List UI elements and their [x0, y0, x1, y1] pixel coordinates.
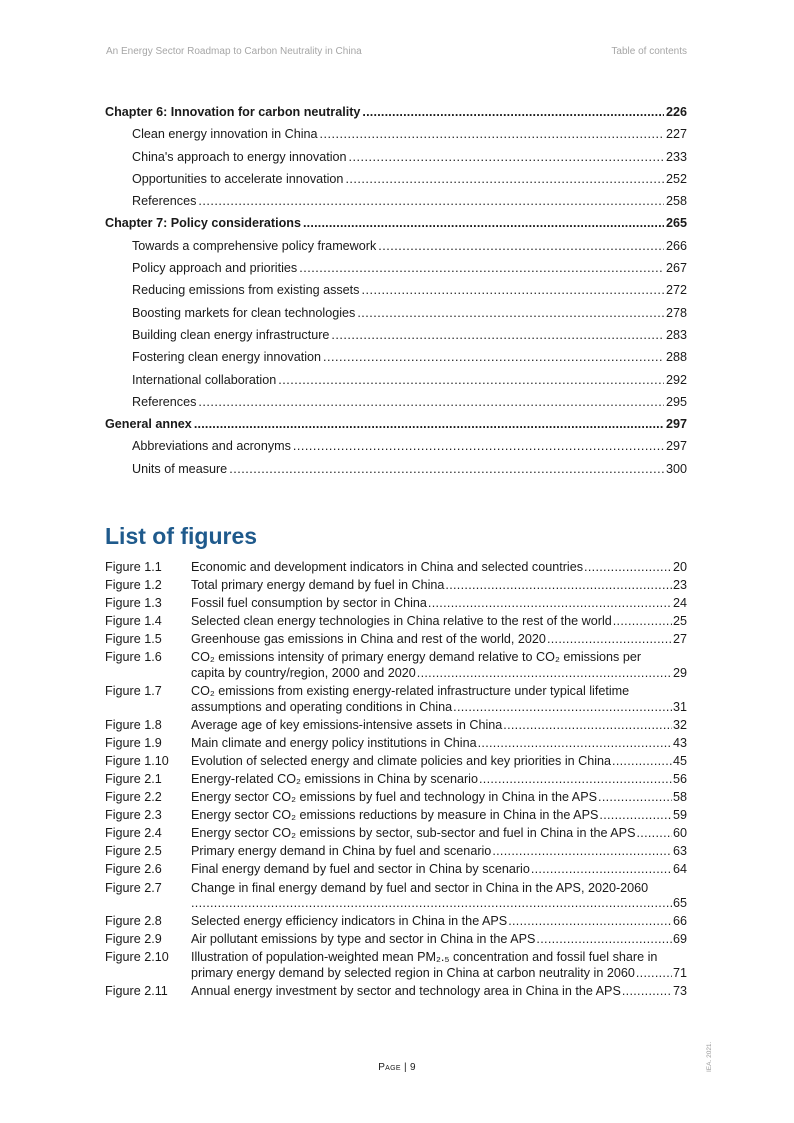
figure-entry[interactable]	[105, 772, 687, 788]
toc-entry-page: 227	[665, 127, 687, 142]
toc-entry-title: Boosting markets for clean technologies	[132, 305, 356, 320]
toc-entry-page: 278	[665, 305, 687, 320]
figure-caption	[191, 808, 687, 824]
figure-caption-text: Greenhouse gas emissions in China and rest of the world, 2020	[191, 632, 546, 647]
figure-caption-text: Energy-related CO₂ emissions in China by scenario	[191, 771, 478, 786]
figure-label: Figure 2.5	[105, 844, 162, 859]
toc-entry-title: Abbreviations and acronyms	[132, 439, 291, 454]
toc-entry-page: 226	[665, 105, 687, 119]
toc-entry-page: 267	[665, 261, 687, 276]
figure-page: 23	[672, 578, 687, 593]
dot-leader	[198, 395, 664, 409]
toc-entry-page: 297	[665, 417, 687, 432]
dot-leader	[453, 700, 672, 716]
figure-page: 56	[672, 771, 687, 786]
running-header	[106, 46, 687, 57]
toc-entry-title: Policy approach and priorities	[132, 261, 298, 276]
toc-entry-title: Fostering clean energy innovation	[132, 350, 322, 365]
figure-caption	[191, 736, 687, 752]
figure-caption-line: CO₂ emissions from existing energy-related infrastructure under typical lifetime	[191, 684, 630, 699]
figure-entry[interactable]	[105, 684, 687, 715]
figure-page: 66	[672, 914, 687, 929]
toc-entry-title: Chapter 6: Innovation for carbon neutrality	[105, 105, 361, 119]
toc-entry-title: Units of measure	[132, 461, 228, 476]
toc-entry-title: Reducing emissions from existing assets	[132, 283, 360, 298]
dot-leader	[303, 216, 664, 230]
figure-entry[interactable]	[105, 790, 687, 806]
figure-label: Figure 1.1	[105, 560, 162, 574]
figure-caption-text: Energy sector CO₂ emissions by sector, sub-sector and fuel in China in the APS	[191, 826, 636, 841]
figure-caption-text: Total primary energy demand by fuel in China	[191, 578, 445, 593]
figure-page: 27	[672, 632, 687, 647]
figure-caption	[191, 684, 687, 715]
figure-caption-text: Energy sector CO₂ emissions reductions by measure in China in the APS	[191, 808, 599, 823]
toc-entry-title: China's approach to energy innovation	[132, 149, 347, 164]
figure-page: 20	[672, 560, 687, 574]
figure-entry[interactable]	[105, 754, 687, 770]
figure-entry[interactable]	[105, 578, 687, 594]
figure-page: 24	[672, 596, 687, 611]
figure-caption	[191, 826, 687, 842]
figure-entry[interactable]	[105, 718, 687, 734]
figure-caption-text: Selected clean energy technologies in China relative to the rest of the world	[191, 614, 612, 629]
toc-entry-title: References	[132, 194, 197, 209]
toc-entry-page: 295	[665, 394, 687, 409]
dot-leader	[331, 328, 664, 342]
figure-entry[interactable]	[105, 984, 687, 1000]
figure-caption-text: Annual energy investment by sector and technology area in China in the APS	[191, 983, 621, 998]
toc-section-entry[interactable]	[105, 150, 687, 172]
figure-caption-line: primary energy demand by selected region in China at carbon neutrality in 2060	[191, 965, 635, 980]
toc-entry-title: Building clean energy infrastructure	[132, 327, 330, 342]
dot-leader	[622, 984, 672, 1000]
figure-caption-line: assumptions and operating conditions in China	[191, 699, 453, 714]
toc-section-entry[interactable]	[105, 306, 687, 328]
toc-entry-page: 283	[665, 327, 687, 342]
figure-label: Figure 2.8	[105, 914, 162, 929]
toc-section-entry[interactable]	[105, 261, 687, 283]
toc-entry-title: Towards a comprehensive policy framework	[132, 238, 377, 253]
figure-label: Figure 1.5	[105, 632, 162, 647]
figure-caption	[191, 614, 687, 630]
figure-caption	[191, 844, 687, 860]
figure-entry[interactable]	[105, 950, 687, 981]
figure-label: Figure 2.1	[105, 771, 162, 786]
dot-leader	[478, 736, 672, 752]
figure-page: 73	[672, 983, 687, 998]
dot-leader	[598, 790, 672, 806]
figure-entry[interactable]	[105, 632, 687, 648]
figure-caption	[191, 932, 687, 948]
figure-page: 29	[672, 665, 687, 680]
figure-page: 69	[672, 932, 687, 947]
figure-caption	[191, 596, 687, 612]
figure-label: Figure 1.9	[105, 735, 162, 750]
figure-caption-text: Energy sector CO₂ emissions by fuel and technology in China in the APS	[191, 790, 598, 805]
dot-leader	[194, 417, 664, 431]
toc-entry-page: 300	[665, 461, 687, 476]
dot-leader	[531, 862, 672, 878]
figure-caption-line: CO₂ emissions intensity of primary energy demand relative to CO₂ emissions per	[191, 650, 642, 665]
figure-label: Figure 2.4	[105, 826, 162, 841]
figure-caption-text: Main climate and energy policy institutions in China	[191, 735, 477, 750]
figure-label: Figure 2.7	[105, 880, 162, 895]
dot-leader	[636, 826, 672, 842]
figure-page: 71	[672, 965, 687, 980]
toc-entry-page: 292	[665, 372, 687, 387]
figure-label: Figure 2.2	[105, 790, 162, 805]
figure-caption-text: Evolution of selected energy and climate policies and key priorities in China	[191, 753, 612, 768]
figure-entry[interactable]	[105, 808, 687, 824]
figure-label: Figure 2.10	[105, 950, 169, 965]
toc-section-entry[interactable]	[105, 172, 687, 194]
dot-leader	[636, 966, 672, 982]
dot-leader	[362, 105, 664, 119]
figure-page: 64	[672, 862, 687, 877]
dot-leader	[229, 462, 664, 476]
page-footer	[0, 1062, 794, 1073]
figure-caption-text: Selected energy efficiency indicators in China in the APS	[191, 914, 508, 929]
figure-label: Figure 1.8	[105, 717, 162, 732]
footer-page-label: Page	[378, 1062, 401, 1073]
dot-leader	[417, 666, 672, 682]
dot-leader	[357, 306, 664, 320]
toc-section-entry[interactable]	[105, 127, 687, 149]
figure-label: Figure 1.10	[105, 753, 169, 768]
dot-leader	[503, 718, 672, 734]
toc-chapter-entry[interactable]	[105, 216, 687, 238]
figure-caption	[191, 862, 687, 878]
figure-caption-text: Air pollutant emissions by type and sector in China in the APS	[191, 932, 536, 947]
dot-leader	[428, 596, 672, 612]
figure-entry[interactable]	[105, 596, 687, 612]
figure-label: Figure 1.2	[105, 578, 162, 593]
figure-entry[interactable]	[105, 862, 687, 878]
figure-entry[interactable]	[105, 914, 687, 930]
toc-entry-page: 272	[665, 283, 687, 298]
figure-caption	[191, 950, 687, 981]
figure-caption	[191, 754, 687, 770]
dot-leader	[547, 632, 672, 648]
figure-label: Figure 1.4	[105, 614, 162, 629]
list-of-figures-title: List of figures	[105, 523, 258, 549]
figure-page: 32	[672, 717, 687, 732]
figure-caption-text: Primary energy demand in China by fuel and scenario	[191, 844, 492, 859]
figure-page: 45	[672, 753, 687, 768]
figure-caption-text: Economic and development indicators in China and selected countries	[191, 560, 584, 574]
dot-leader	[613, 614, 672, 630]
figure-entry[interactable]	[105, 650, 687, 681]
toc-entry-page: 258	[665, 194, 687, 209]
figure-caption-line: Illustration of population-weighted mean PM₂.₅ concentration and fossil fuel share in	[191, 950, 658, 965]
figure-caption	[191, 650, 687, 681]
toc-entry-title: References	[132, 394, 197, 409]
figure-caption	[191, 881, 687, 912]
toc-entry-title: International collaboration	[132, 372, 277, 387]
toc-entry-page: 297	[665, 439, 687, 454]
figure-entry[interactable]	[105, 560, 687, 576]
figure-entry[interactable]	[105, 881, 687, 912]
dot-leader	[278, 373, 664, 387]
toc-entry-page: 288	[665, 350, 687, 365]
dot-leader	[378, 239, 664, 253]
toc-section-entry[interactable]	[105, 462, 687, 484]
toc-section-entry[interactable]	[105, 350, 687, 372]
figure-page: 65	[672, 896, 687, 910]
figure-label: Figure 2.3	[105, 808, 162, 823]
figure-label: Figure 1.7	[105, 684, 162, 699]
toc-entry-page: 233	[665, 149, 687, 164]
toc-entry-title: Chapter 7: Policy considerations	[105, 216, 301, 231]
figure-caption-line: capita by country/region, 2000 and 2020	[191, 665, 416, 680]
figure-page: 63	[672, 844, 687, 859]
dot-leader	[479, 772, 672, 788]
dot-leader	[612, 754, 672, 770]
dot-leader	[191, 896, 672, 912]
footer-page-number: 9	[409, 1062, 416, 1073]
figure-label: Figure 2.9	[105, 932, 162, 947]
figure-page: 43	[672, 735, 687, 750]
figure-label: Figure 2.6	[105, 862, 162, 877]
toc-section-entry[interactable]	[105, 194, 687, 216]
figure-caption-text: Fossil fuel consumption by sector in China	[191, 596, 427, 611]
dot-leader	[323, 350, 664, 364]
dot-leader	[345, 172, 664, 186]
figure-caption	[191, 632, 687, 648]
dot-leader	[584, 560, 672, 576]
figure-entry[interactable]	[105, 844, 687, 860]
figure-entry[interactable]	[105, 614, 687, 630]
dot-leader	[508, 914, 672, 930]
figure-caption	[191, 790, 687, 806]
dot-leader	[349, 150, 664, 164]
figure-caption-line: Change in final energy demand by fuel and sector in China in the APS, 2020-2060	[191, 880, 649, 895]
figure-entry[interactable]	[105, 932, 687, 948]
figure-caption	[191, 560, 687, 576]
toc-chapter-entry[interactable]	[105, 105, 687, 127]
toc-entry-title: Opportunities to accelerate innovation	[132, 171, 344, 186]
toc-entry-page: 252	[665, 171, 687, 186]
dot-leader	[599, 808, 672, 824]
dot-leader	[361, 283, 664, 297]
figure-page: 25	[672, 614, 687, 629]
toc-entry-title: General annex	[105, 417, 192, 432]
figure-caption	[191, 578, 687, 594]
figure-page: 58	[672, 790, 687, 805]
table-of-contents	[105, 105, 687, 484]
figure-label: Figure 1.6	[105, 650, 162, 665]
toc-entry-page: 265	[665, 216, 687, 231]
figure-entry[interactable]	[105, 736, 687, 752]
figure-caption-text: Average age of key emissions-intensive assets in China	[191, 717, 503, 732]
figure-entry[interactable]	[105, 826, 687, 842]
dot-leader	[299, 261, 664, 275]
toc-section-entry[interactable]	[105, 239, 687, 261]
figure-caption-text: Final energy demand by fuel and sector in China by scenario	[191, 862, 530, 877]
toc-chapter-entry[interactable]	[105, 417, 687, 439]
list-of-figures	[105, 560, 687, 1002]
toc-section-entry[interactable]	[105, 373, 687, 395]
dot-leader	[198, 194, 664, 208]
figure-caption	[191, 914, 687, 930]
figure-label: Figure 2.11	[105, 983, 168, 998]
figure-page: 31	[672, 699, 687, 714]
toc-entry-page: 266	[665, 238, 687, 253]
toc-section-entry[interactable]	[105, 439, 687, 461]
toc-entry-title: Clean energy innovation in China	[132, 127, 318, 142]
dot-leader	[445, 578, 672, 594]
figure-page: 60	[672, 826, 687, 841]
toc-section-entry[interactable]	[105, 328, 687, 350]
figure-caption	[191, 772, 687, 788]
footer-separator: |	[403, 1062, 407, 1073]
toc-section-entry[interactable]	[105, 283, 687, 305]
figure-page: 59	[672, 808, 687, 823]
dot-leader	[293, 439, 664, 453]
figure-caption	[191, 984, 687, 1000]
figure-caption	[191, 718, 687, 734]
figure-label: Figure 1.3	[105, 596, 162, 611]
header-section-title: Table of contents	[611, 46, 687, 57]
dot-leader	[492, 844, 672, 860]
header-document-title: An Energy Sector Roadmap to Carbon Neutrality in China	[106, 46, 362, 57]
copyright-watermark: IEA. 2021.	[706, 1041, 713, 1072]
toc-section-entry[interactable]	[105, 395, 687, 417]
dot-leader	[320, 127, 664, 141]
dot-leader	[536, 932, 672, 948]
